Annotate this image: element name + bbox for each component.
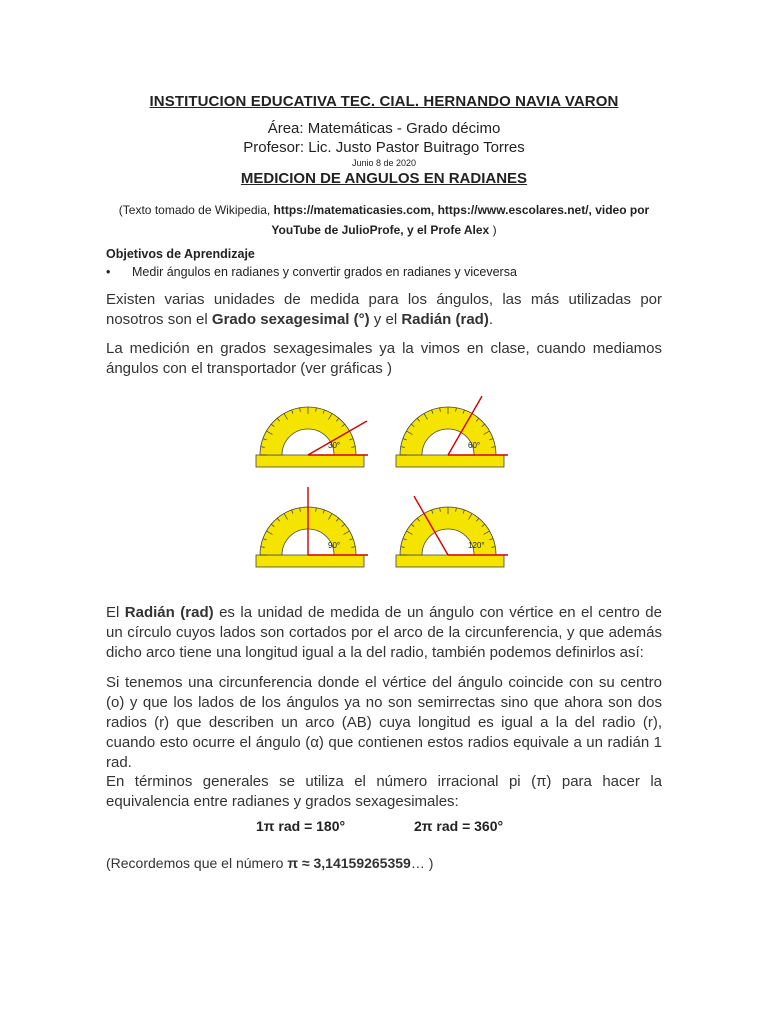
- paragraph-radian-definition: [106, 603, 662, 663]
- p3-radian: Radián (rad): [124, 604, 214, 621]
- objective-item: [106, 265, 517, 279]
- formula-pi: 1π rad = 180°: [256, 818, 346, 834]
- ruler-base: [396, 455, 504, 467]
- protractor-arc: [260, 407, 356, 455]
- ruler-base: [256, 455, 364, 467]
- protractor-120: [396, 496, 508, 567]
- protractor-90: [256, 487, 368, 567]
- note-end: … ): [410, 855, 434, 871]
- note-pi-value: π ≈ 3,14159265359: [287, 855, 411, 871]
- angle-label: 90°: [328, 541, 341, 550]
- source-close: ): [489, 223, 497, 237]
- paragraph-units: [106, 290, 662, 330]
- source-prefix: Texto tomado de Wikipedia,: [122, 203, 274, 217]
- protractor-60: [396, 396, 508, 467]
- angle-label: 60°: [468, 441, 481, 450]
- angle-label: 30°: [328, 441, 341, 450]
- school-name: INSTITUCION EDUCATIVA TEC. CIAL. HERNANDO NAVIA VARON: [149, 93, 619, 110]
- p1-and: y el: [369, 311, 402, 328]
- protractor-arc: [400, 407, 496, 455]
- pi-note: [106, 855, 433, 871]
- p3-start: El: [106, 604, 125, 621]
- p1-text: Existen varias unidades de medida para los ángulos, las más utilizadas por nosotros son el: [106, 291, 662, 328]
- objectives-heading: Objetivos de Aprendizaje: [106, 247, 255, 261]
- protractor-diagram: [252, 395, 522, 585]
- document-title: MEDICION DE ANGULOS EN RADIANES: [240, 170, 528, 187]
- formula-2pi: 2π rad = 360°: [414, 818, 504, 834]
- p1-sexagesimal: Grado sexagesimal (°): [211, 311, 370, 328]
- p1-end: .: [488, 311, 494, 328]
- protractor-30: [256, 407, 368, 467]
- paragraph-protractor: La medición en grados sexagesimales ya la vimos en clase, cuando mediamos ángulos con el transportador (ver gráficas ): [106, 340, 662, 377]
- subject-area: Área: Matemáticas - Grado décimo: [267, 120, 501, 137]
- document-date: Junio 8 de 2020: [351, 158, 417, 168]
- source-citation: [100, 200, 668, 240]
- bullet-icon: •: [106, 265, 111, 279]
- p1-radian: Radián (rad): [401, 311, 489, 328]
- source-links: https://matematicasies.com, https://www.escolares.net/, video por YouTube de JulioProfe, y el Profe Alex: [271, 203, 650, 237]
- teacher-name: Profesor: Lic. Justo Pastor Buitrago Torres: [243, 139, 525, 156]
- note-start: (Recordemos que el número: [106, 855, 288, 871]
- ruler-base: [256, 555, 364, 567]
- source-open: (: [118, 203, 123, 217]
- paragraph-pi: En términos generales se utiliza el número irracional pi (π) para hacer la equivalencia entre radianes y grados sexagesimales:: [106, 773, 662, 810]
- objective-text: Medir ángulos en radianes y convertir grados en radianes y viceversa: [132, 265, 517, 279]
- ruler-base: [396, 555, 504, 567]
- protractor-figures: [252, 395, 522, 585]
- angle-label: 120°: [468, 541, 485, 550]
- p3-text: es la unidad de medida de un ángulo con vértice en el centro de un círculo cuyos lados son cortados por el arco de la circunferencia, y que además dicho arco tiene una longitud igual a la del radio, también podemos definirlos así:: [106, 604, 662, 661]
- paragraph-circle: Si tenemos una circunferencia donde el vértice del ángulo coincide con su centro (o) y que los lados de los ángulos ya no son semirrectas sino que ahora son dos radios (r) que describen un arco (AB) cuya longitud es igual a la del radio (r), cuando esto ocurre el ángulo (α) que contienen estos radios equivale a un radián 1 rad.: [106, 674, 662, 771]
